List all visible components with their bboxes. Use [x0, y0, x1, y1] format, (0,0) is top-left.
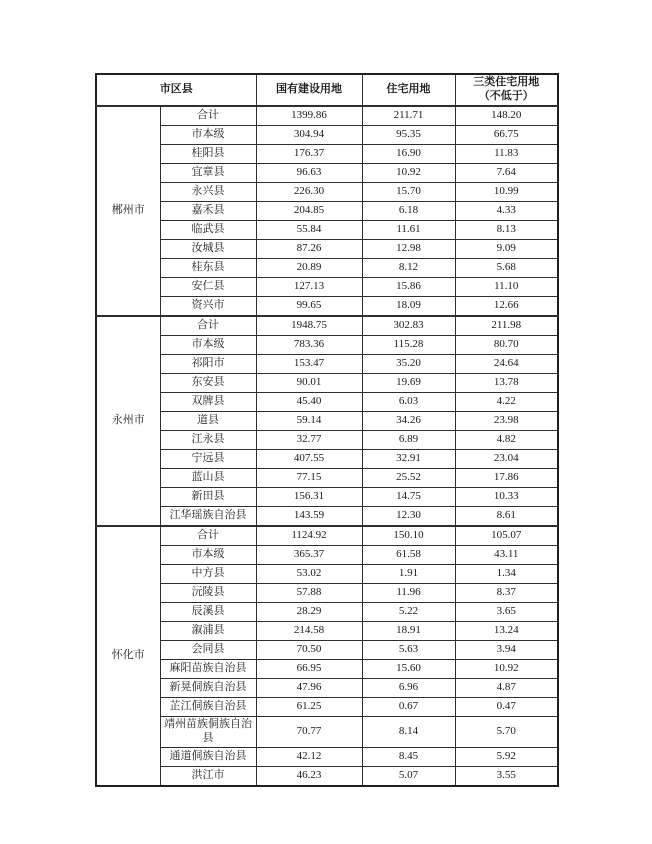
cell-state-land: 90.01	[256, 374, 362, 393]
cell-residential: 34.26	[362, 412, 455, 431]
cell-state-land: 77.15	[256, 469, 362, 488]
row-label: 汝城县	[160, 240, 256, 259]
cell-state-land: 143.59	[256, 507, 362, 527]
cell-three-types: 211.98	[455, 316, 558, 336]
cell-state-land: 70.77	[256, 717, 362, 748]
cell-state-land: 127.13	[256, 278, 362, 297]
cell-state-land: 226.30	[256, 183, 362, 202]
table-row	[96, 717, 558, 748]
cell-residential: 15.70	[362, 183, 455, 202]
table-row	[96, 747, 558, 766]
cell-state-land: 365.37	[256, 546, 362, 565]
table-row	[96, 698, 558, 717]
row-label: 宜章县	[160, 164, 256, 183]
row-label: 沅陵县	[160, 584, 256, 603]
cell-residential: 6.18	[362, 202, 455, 221]
table-row	[96, 240, 558, 259]
cell-residential: 19.69	[362, 374, 455, 393]
column-header-three-types-line1: 三类住宅用地	[473, 76, 540, 89]
row-label: 通道侗族自治县	[160, 747, 256, 766]
cell-three-types: 9.09	[455, 240, 558, 259]
row-label: 合计	[160, 316, 256, 336]
city-group-label: 永州市	[96, 316, 160, 526]
table-row	[96, 507, 558, 527]
land-quota-table	[95, 73, 559, 787]
row-label: 蓝山县	[160, 469, 256, 488]
row-label: 麻阳苗族自治县	[160, 660, 256, 679]
cell-residential: 32.91	[362, 450, 455, 469]
row-label: 永兴县	[160, 183, 256, 202]
cell-residential: 35.20	[362, 355, 455, 374]
table-row	[96, 660, 558, 679]
cell-three-types: 3.55	[455, 766, 558, 786]
cell-residential: 5.07	[362, 766, 455, 786]
cell-three-types: 105.07	[455, 526, 558, 546]
row-label: 桂东县	[160, 259, 256, 278]
cell-three-types: 10.99	[455, 183, 558, 202]
table-row	[96, 412, 558, 431]
cell-three-types: 1.34	[455, 565, 558, 584]
table-row	[96, 202, 558, 221]
header-row	[96, 74, 558, 106]
row-label: 资兴市	[160, 297, 256, 317]
cell-three-types: 11.83	[455, 145, 558, 164]
table-row	[96, 145, 558, 164]
row-label: 市本级	[160, 336, 256, 355]
cell-residential: 211.71	[362, 106, 455, 126]
row-label: 东安县	[160, 374, 256, 393]
cell-residential: 15.86	[362, 278, 455, 297]
cell-state-land: 304.94	[256, 126, 362, 145]
row-label: 新田县	[160, 488, 256, 507]
cell-residential: 302.83	[362, 316, 455, 336]
cell-state-land: 214.58	[256, 622, 362, 641]
cell-state-land: 47.96	[256, 679, 362, 698]
row-label: 市本级	[160, 126, 256, 145]
cell-three-types: 8.13	[455, 221, 558, 240]
cell-three-types: 13.24	[455, 622, 558, 641]
cell-three-types: 4.33	[455, 202, 558, 221]
row-label: 嘉禾县	[160, 202, 256, 221]
cell-residential: 25.52	[362, 469, 455, 488]
cell-state-land: 153.47	[256, 355, 362, 374]
cell-state-land: 176.37	[256, 145, 362, 164]
cell-state-land: 66.95	[256, 660, 362, 679]
cell-state-land: 42.12	[256, 747, 362, 766]
table-row	[96, 336, 558, 355]
cell-residential: 14.75	[362, 488, 455, 507]
cell-state-land: 55.84	[256, 221, 362, 240]
cell-three-types: 12.66	[455, 297, 558, 317]
row-label: 江永县	[160, 431, 256, 450]
table-row	[96, 164, 558, 183]
cell-residential: 5.63	[362, 641, 455, 660]
cell-three-types: 23.98	[455, 412, 558, 431]
cell-state-land: 61.25	[256, 698, 362, 717]
cell-state-land: 96.63	[256, 164, 362, 183]
table-row	[96, 393, 558, 412]
row-label: 中方县	[160, 565, 256, 584]
cell-three-types: 8.37	[455, 584, 558, 603]
cell-state-land: 99.65	[256, 297, 362, 317]
cell-three-types: 148.20	[455, 106, 558, 126]
cell-state-land: 156.31	[256, 488, 362, 507]
row-label: 江华瑶族自治县	[160, 507, 256, 527]
cell-state-land: 1948.75	[256, 316, 362, 336]
cell-three-types: 10.92	[455, 660, 558, 679]
cell-residential: 95.35	[362, 126, 455, 145]
cell-state-land: 87.26	[256, 240, 362, 259]
cell-residential: 8.45	[362, 747, 455, 766]
cell-state-land: 57.88	[256, 584, 362, 603]
table-row	[96, 106, 558, 126]
cell-residential: 11.61	[362, 221, 455, 240]
cell-state-land: 204.85	[256, 202, 362, 221]
row-label: 双牌县	[160, 393, 256, 412]
cell-three-types: 4.87	[455, 679, 558, 698]
cell-residential: 6.03	[362, 393, 455, 412]
cell-state-land: 45.40	[256, 393, 362, 412]
column-header-three-types-line2: （不低于）	[478, 90, 534, 102]
table-row	[96, 641, 558, 660]
cell-three-types: 23.04	[455, 450, 558, 469]
table-row	[96, 766, 558, 786]
cell-three-types: 11.10	[455, 278, 558, 297]
cell-three-types: 0.47	[455, 698, 558, 717]
cell-three-types: 4.82	[455, 431, 558, 450]
row-label: 合计	[160, 106, 256, 126]
table-row	[96, 526, 558, 546]
cell-three-types: 24.64	[455, 355, 558, 374]
table-row	[96, 431, 558, 450]
cell-three-types: 4.22	[455, 393, 558, 412]
cell-residential: 150.10	[362, 526, 455, 546]
cell-residential: 12.30	[362, 507, 455, 527]
cell-residential: 18.09	[362, 297, 455, 317]
cell-residential: 0.67	[362, 698, 455, 717]
cell-three-types: 43.11	[455, 546, 558, 565]
cell-residential: 8.14	[362, 717, 455, 748]
column-header-three-types	[455, 74, 558, 106]
cell-state-land: 28.29	[256, 603, 362, 622]
cell-three-types: 13.78	[455, 374, 558, 393]
cell-three-types: 5.70	[455, 717, 558, 748]
cell-state-land: 783.36	[256, 336, 362, 355]
table-header	[96, 74, 558, 106]
table-row	[96, 584, 558, 603]
cell-state-land: 1399.86	[256, 106, 362, 126]
table-row	[96, 679, 558, 698]
cell-three-types: 66.75	[455, 126, 558, 145]
cell-residential: 6.89	[362, 431, 455, 450]
cell-residential: 115.28	[362, 336, 455, 355]
cell-residential: 18.91	[362, 622, 455, 641]
row-label: 会同县	[160, 641, 256, 660]
row-label: 临武县	[160, 221, 256, 240]
row-label: 宁远县	[160, 450, 256, 469]
row-label: 新晃侗族自治县	[160, 679, 256, 698]
cell-residential: 11.96	[362, 584, 455, 603]
table-row	[96, 603, 558, 622]
cell-residential: 6.96	[362, 679, 455, 698]
cell-state-land: 20.89	[256, 259, 362, 278]
cell-residential: 1.91	[362, 565, 455, 584]
table-row	[96, 221, 558, 240]
cell-three-types: 5.92	[455, 747, 558, 766]
row-label: 洪江市	[160, 766, 256, 786]
cell-state-land: 46.23	[256, 766, 362, 786]
cell-three-types: 80.70	[455, 336, 558, 355]
table-row	[96, 297, 558, 317]
table-row	[96, 278, 558, 297]
column-header-state-land: 国有建设用地	[256, 74, 362, 106]
cell-residential: 10.92	[362, 164, 455, 183]
table-row	[96, 259, 558, 278]
table-row	[96, 469, 558, 488]
cell-three-types: 10.33	[455, 488, 558, 507]
column-header-residential: 住宅用地	[362, 74, 455, 106]
cell-state-land: 59.14	[256, 412, 362, 431]
cell-three-types: 3.94	[455, 641, 558, 660]
cell-state-land: 1124.92	[256, 526, 362, 546]
table-row	[96, 355, 558, 374]
table-body	[96, 106, 558, 786]
city-group-label: 怀化市	[96, 526, 160, 786]
row-label: 溆浦县	[160, 622, 256, 641]
cell-residential: 16.90	[362, 145, 455, 164]
row-label: 桂阳县	[160, 145, 256, 164]
table-row	[96, 622, 558, 641]
cell-residential: 15.60	[362, 660, 455, 679]
row-label: 靖州苗族侗族自治县	[160, 717, 256, 748]
city-group-label: 郴州市	[96, 106, 160, 316]
cell-three-types: 5.68	[455, 259, 558, 278]
cell-state-land: 32.77	[256, 431, 362, 450]
row-label: 祁阳市	[160, 355, 256, 374]
cell-residential: 61.58	[362, 546, 455, 565]
row-label: 芷江侗族自治县	[160, 698, 256, 717]
row-label: 市本级	[160, 546, 256, 565]
cell-state-land: 53.02	[256, 565, 362, 584]
cell-state-land: 407.55	[256, 450, 362, 469]
cell-three-types: 8.61	[455, 507, 558, 527]
table-row	[96, 183, 558, 202]
table-row	[96, 374, 558, 393]
table-row	[96, 316, 558, 336]
cell-three-types: 17.86	[455, 469, 558, 488]
row-label: 辰溪县	[160, 603, 256, 622]
table-row	[96, 450, 558, 469]
cell-state-land: 70.50	[256, 641, 362, 660]
cell-residential: 5.22	[362, 603, 455, 622]
cell-residential: 12.98	[362, 240, 455, 259]
cell-three-types: 3.65	[455, 603, 558, 622]
row-label: 安仁县	[160, 278, 256, 297]
cell-three-types: 7.64	[455, 164, 558, 183]
column-header-region: 市区县	[96, 74, 256, 106]
row-label: 道县	[160, 412, 256, 431]
table-row	[96, 126, 558, 145]
table-row	[96, 488, 558, 507]
table-row	[96, 565, 558, 584]
cell-residential: 8.12	[362, 259, 455, 278]
table-row	[96, 546, 558, 565]
row-label: 合计	[160, 526, 256, 546]
